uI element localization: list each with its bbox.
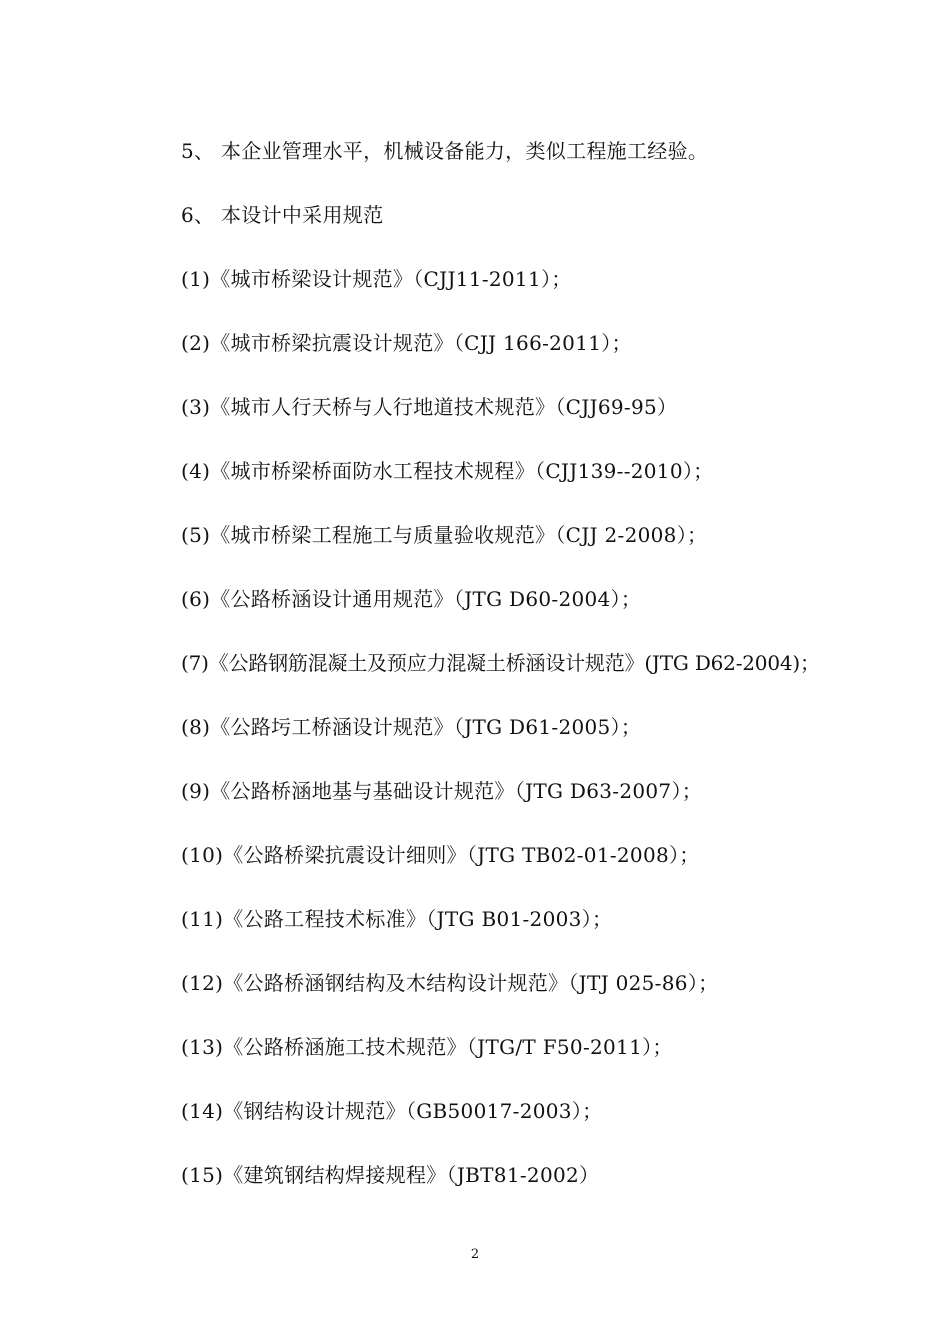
standard-item-5: (5)《城市桥梁工程施工与质量验收规范》（CJJ 2-2008）； — [181, 523, 708, 547]
standard-item-11: (11)《公路工程技术标准》（JTG B01-2003）； — [181, 907, 613, 931]
page-number: 2 — [470, 1247, 480, 1262]
standard-item-7: (7)《公路钢筋混凝土及预应力混凝土桥涵设计规范》(JTG D62-2004)； — [181, 651, 820, 675]
standard-item-12: (12)《公路桥涵钢结构及木结构设计规范》（JTJ 025-86）； — [181, 971, 719, 995]
standard-item-2: (2)《城市桥梁抗震设计规范》（CJJ 166-2011）； — [181, 331, 632, 355]
standard-item-6: (6)《公路桥涵设计通用规范》（JTG D60-2004）； — [181, 587, 642, 611]
standard-item-1: (1)《城市桥梁设计规范》（CJJ11-2011）； — [181, 267, 572, 291]
paragraph-item-5: 5、 本企业管理水平，机械设备能力，类似工程施工经验。 — [181, 139, 709, 163]
standard-item-10: (10)《公路桥梁抗震设计细则》（JTG TB02-01-2008）； — [181, 843, 700, 867]
standard-item-8: (8)《公路圬工桥涵设计规范》（JTG D61-2005）； — [181, 715, 642, 739]
standard-item-3: (3)《城市人行天桥与人行地道技术规范》（CJJ69-95） — [181, 395, 678, 419]
standard-item-14: (14)《钢结构设计规范》（GB50017-2003）； — [181, 1099, 603, 1123]
standard-item-4: (4)《城市桥梁桥面防水工程技术规程》（CJJ139--2010）； — [181, 459, 714, 483]
standard-item-9: (9)《公路桥涵地基与基础设计规范》（JTG D63-2007）； — [181, 779, 703, 803]
paragraph-item-6-heading: 6、 本设计中采用规范 — [181, 203, 384, 227]
standard-item-15: (15)《建筑钢结构焊接规程》（JBT81-2002） — [181, 1163, 600, 1187]
standard-item-13: (13)《公路桥涵施工技术规范》（JTG/T F50-2011）； — [181, 1035, 673, 1059]
